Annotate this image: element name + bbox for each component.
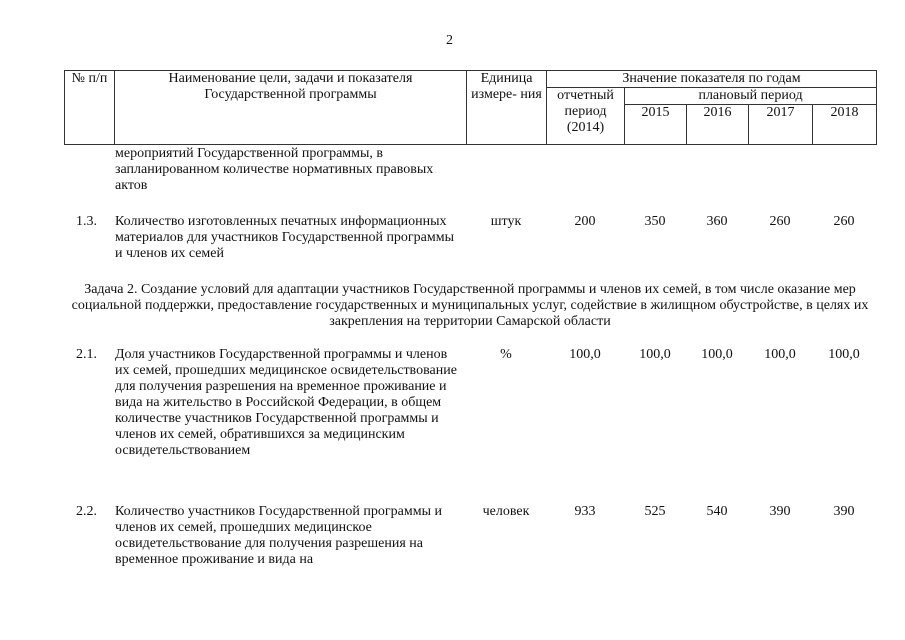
row-value: 200 [574,214,596,229]
row-value: 350 [644,214,666,229]
header-planned-period: плановый период [625,88,877,105]
row-value: 260 [833,214,855,229]
row-number: 2.2. [76,504,97,519]
page-number: 2 [446,33,453,48]
row-value: 540 [706,504,728,519]
row-number: 1.3. [76,214,97,229]
row-name: Количество участников Государственной программы и членов их семей, прошедших медицинское освидетельствование для получения разрешения на временное проживание и вида на [115,504,442,567]
row-unit: человек [482,504,530,519]
continuation-text: мероприятий Государственной программы, в запланированном количестве нормативных правовых актов [115,146,434,193]
indicator-table-header [64,70,877,145]
row-name: Количество изготовленных печатных информационных материалов для участников Государственной программы и членов их семей [115,214,455,261]
row-value: 100,0 [764,347,796,362]
header-year: 2016 [687,105,749,145]
header-year: 2015 [625,105,687,145]
row-value: 100,0 [828,347,860,362]
row-value: 390 [769,504,791,519]
row-value: 100,0 [639,347,671,362]
row-value: 360 [706,214,728,229]
row-number: 2.1. [76,347,97,362]
row-value: 100,0 [701,347,733,362]
header-year: 2017 [749,105,813,145]
row-unit: % [500,347,512,362]
row-value: 260 [769,214,791,229]
row-value: 525 [644,504,666,519]
row-value: 933 [574,504,596,519]
row-value: 390 [833,504,855,519]
header-name: Наименование цели, задачи и показателя Государственной программы [115,71,467,145]
row-unit: штук [490,214,522,229]
header-reporting-period: отчетный период (2014) [547,88,625,145]
header-unit: Единица измере- ния [467,71,547,145]
task-heading: Задача 2. Создание условий для адаптации участников Государственной программы и членов их семей, в том числе оказание мер социальной поддержки, предоставление государственных и муниципальных услуг, содействие в жилищном обустройстве, в целях их закрепления на территории Самарской области [71,282,869,329]
row-value: 100,0 [569,347,601,362]
header-values: Значение показателя по годам [547,71,877,88]
row-name: Доля участников Государственной программы и членов их семей, прошедших медицинское освидетельствование для получения разрешения на временное проживание и вида на жительство в Российской Федерации, в общем количестве участников Государственной программы и членов их семей, обратившихся за медицинским освидетельствованием [115,347,457,458]
header-year: 2018 [813,105,877,145]
header-num: № п/п [65,71,115,145]
